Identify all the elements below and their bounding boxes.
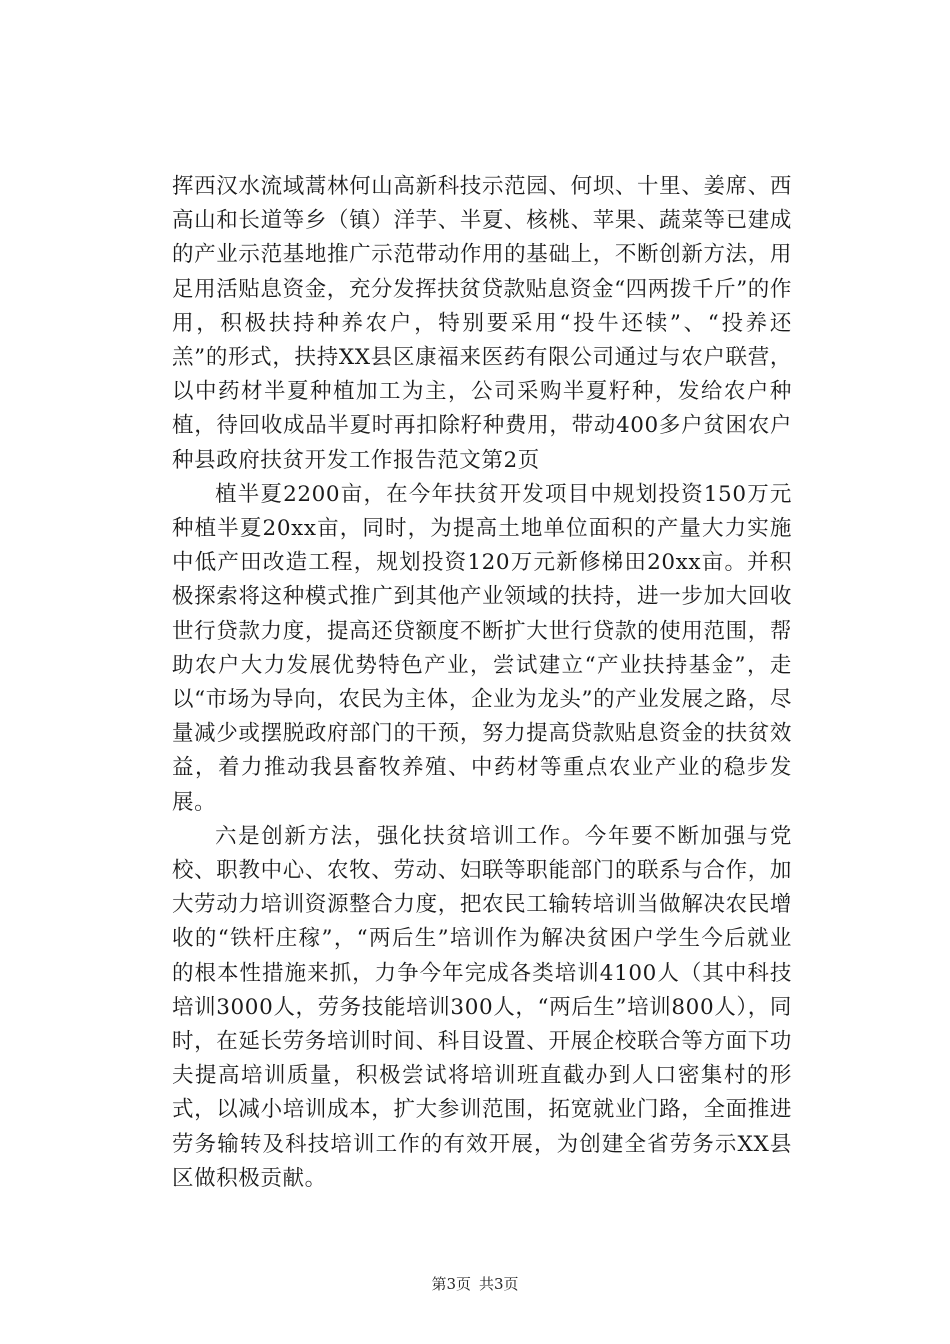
page-total: 共3页 [479,1275,519,1293]
page-footer [0,1274,950,1294]
paragraph-planting: 植半夏2200亩，在今年扶贫开发项目中规划投资150万元种植半夏20xx亩，同时，为提高土地单位面积的产量大力实施中低产田改造工程，规划投资120万元新修梯田20xx亩。并积极探索将这种模式推广到其他产业领域的扶持，进一步加大回收世行贷款力度，提高还贷额度不断扩大世行贷款的使用范围，帮助农户大力发展优势特色产业，尝试建立“产业扶持基金”，走以“市场为导向，农民为主体，企业为龙头”的产业发展之路，尽量减少或摆脱政府部门的干预，努力提高贷款贴息资金的扶贫效益，着力推动我县畜牧养殖、中药材等重点农业产业的稳步发展。 [172,481,792,815]
paragraph-continuation: 挥西汉水流域蒿林何山高新科技示范园、何坝、十里、姜席、西高山和长道等乡（镇）洋芋、半夏、核桃、苹果、蔬菜等已建成的产业示范基地推广示范带动作用的基础上，不断创新方法，用足用活贴息资金，充分发挥扶贫贷款贴息资金“四两拨千斤”的作用，积极扶持种养农户，特别要采用“投牛还犊”、“投养还羔”的形式，扶持XX县区康福来医药有限公司通过与农户联营，以中药材半夏种植加工为主，公司采购半夏籽种，发给农户种植，待回收成品半夏时再扣除籽种费用，带动400多户贫困农户种县政府扶贫开发工作报告范文第2页 [172,174,792,473]
document-body [172,170,792,1196]
page-number: 第3页 [431,1275,471,1293]
paragraph-training: 六是创新方法，强化扶贫培训工作。今年要不断加强与党校、职教中心、农牧、劳动、妇联等职能部门的联系与合作，加大劳动力培训资源整合力度，把农民工输转培训当做解决农民增收的“铁杆庄稼”，“两后生”培训作为解决贫困户学生今后就业的根本性措施来抓，力争今年完成各类培训4100人（其中科技培训3000人，劳务技能培训300人，“两后生”培训800人），同时，在延长劳务培训时间、科目设置、开展企校联合等方面下功夫提高培训质量，积极尝试将培训班直截办到人口密集村的形式，以减小培训成本，扩大参训范围，拓宽就业门路，全面推进劳务输转及科技培训工作的有效开展，为创建全省劳务示XX县区做积极贡献。 [172,823,792,1191]
